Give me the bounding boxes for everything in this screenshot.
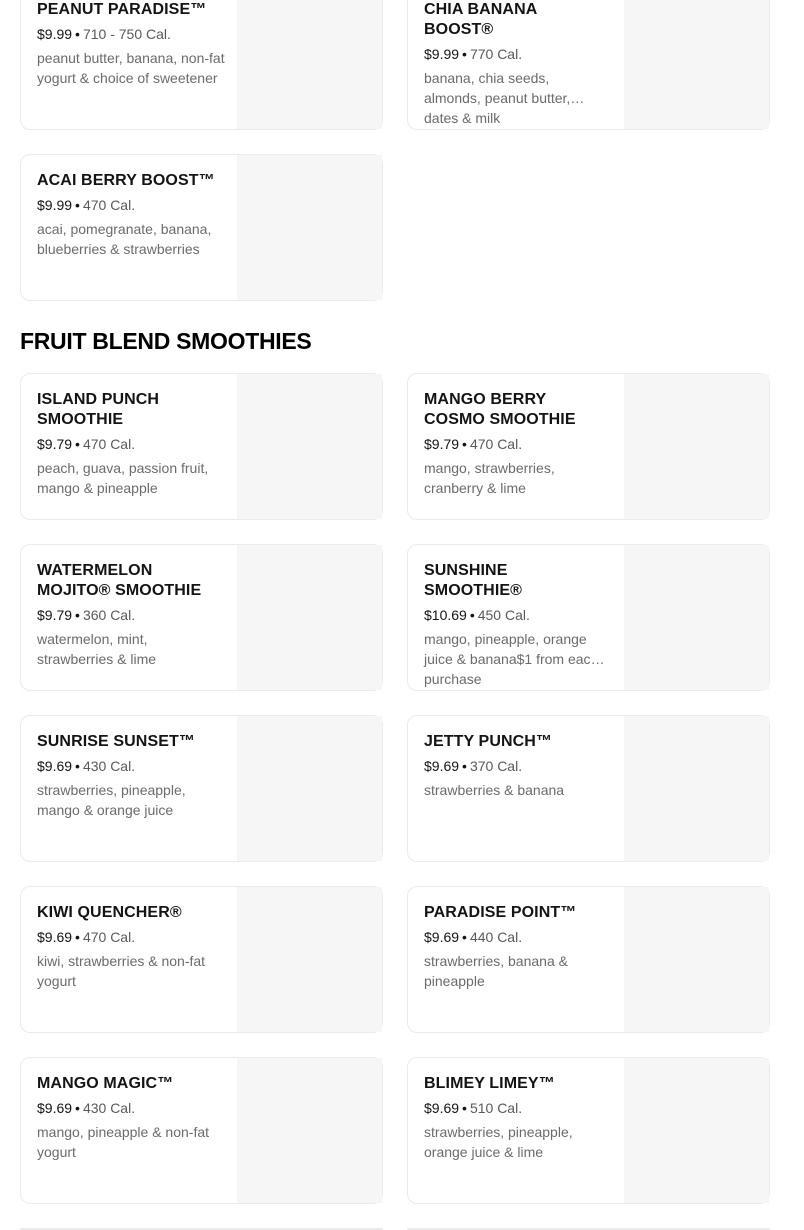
menu-item-info — [37, 390, 227, 498]
menu-item-info — [424, 903, 608, 991]
menu-item-meta — [37, 756, 227, 776]
menu-item-name: WATERMELON MOJITO® SMOOTHIE — [37, 562, 202, 599]
menu-item-name: SUNRISE SUNSET™ — [37, 733, 195, 750]
menu-item-image — [624, 716, 769, 861]
menu-item-description: acai, pomegranate, banana, blueberries & strawberries — [37, 221, 212, 257]
section-title: FRUIT BLEND SMOOTHIES — [20, 328, 312, 354]
menu-item-description: strawberries, pineapple, mango & orange juice — [37, 782, 186, 818]
menu-item-meta — [37, 1098, 227, 1118]
menu-item-description: strawberries & banana — [424, 782, 565, 798]
menu-item-calories: 710 - 750 Cal. — [82, 26, 171, 42]
menu-item-meta — [424, 927, 608, 947]
menu-item-card[interactable] — [20, 373, 383, 520]
menu-item-name: SUNSHINE SMOOTHIE® — [424, 562, 523, 599]
menu-item-card[interactable] — [407, 1057, 770, 1204]
menu-item-price: $9.79 — [37, 607, 73, 623]
menu-item-card[interactable] — [20, 154, 383, 301]
menu-item-card[interactable] — [20, 0, 383, 130]
menu-item-card[interactable] — [20, 715, 383, 862]
menu-item-image — [624, 374, 769, 519]
menu-item-description: mango, strawberries, cranberry & lime — [424, 460, 555, 496]
separator-dot: • — [462, 929, 467, 945]
separator-dot: • — [75, 607, 80, 623]
menu-item-name: PEANUT PARADISE™ — [37, 1, 207, 18]
separator-dot: • — [75, 436, 80, 452]
menu-item-calories: 470 Cal. — [82, 436, 136, 452]
menu-item-price: $9.99 — [37, 197, 73, 213]
menu-item-price: $9.69 — [37, 758, 73, 774]
menu-item-card[interactable] — [20, 544, 383, 691]
menu-item-price: $10.69 — [424, 607, 467, 623]
menu-item-info — [424, 390, 608, 498]
menu-item-description: kiwi, strawberries & non-fat yogurt — [37, 953, 206, 989]
menu-item-name: JETTY PUNCH™ — [424, 733, 553, 750]
menu-item-description: strawberries, pineapple, orange juice & lime — [424, 1124, 573, 1160]
menu-item-info — [424, 1074, 608, 1162]
menu-item-price: $9.69 — [424, 758, 460, 774]
menu-item-meta — [424, 1098, 608, 1118]
separator-dot: • — [462, 436, 467, 452]
menu-item-info — [424, 732, 608, 800]
separator-dot: • — [75, 758, 80, 774]
menu-item-image — [237, 716, 382, 861]
menu-item-price: $9.99 — [37, 26, 73, 42]
menu-item-price: $9.69 — [424, 1100, 460, 1116]
separator-dot: • — [75, 26, 80, 42]
menu-item-image — [237, 155, 382, 300]
menu-item-info — [424, 561, 608, 687]
separator-dot: • — [75, 1100, 80, 1116]
menu-item-info — [37, 171, 227, 259]
menu-item-name: MANGO BERRY COSMO SMOOTHIE — [424, 391, 576, 428]
menu-item-meta — [37, 24, 227, 44]
menu-item-calories: 430 Cal. — [82, 758, 136, 774]
menu-item-description: mango, pineapple & non-fat yogurt — [37, 1124, 210, 1160]
separator-dot: • — [462, 46, 467, 62]
menu-item-calories: 770 Cal. — [469, 46, 523, 62]
menu-item-price: $9.99 — [424, 46, 460, 62]
menu-item-name: CHIA BANANA BOOST® — [424, 1, 537, 38]
menu-item-image — [237, 1058, 382, 1203]
separator-dot: • — [75, 929, 80, 945]
menu-item-info — [37, 561, 227, 669]
menu-item-card[interactable] — [20, 1057, 383, 1204]
separator-dot: • — [75, 197, 80, 213]
menu-item-description: watermelon, mint, strawberries & lime — [37, 631, 157, 667]
menu-item-description: peach, guava, passion fruit, mango & pineapple — [37, 460, 209, 496]
menu-item-calories: 360 Cal. — [82, 607, 136, 623]
menu-item-calories: 450 Cal. — [477, 607, 530, 623]
menu-item-calories: 370 Cal. — [469, 758, 523, 774]
menu-item-image — [624, 887, 769, 1032]
menu-item-name: ACAI BERRY BOOST™ — [37, 172, 215, 189]
menu-item-image — [237, 374, 382, 519]
menu-item-name: PARADISE POINT™ — [424, 904, 577, 921]
menu-item-meta — [424, 605, 608, 625]
menu-item-description: strawberries, banana & pineapple — [424, 953, 568, 989]
menu-item-card[interactable] — [407, 0, 770, 130]
menu-item-meta — [37, 927, 227, 947]
menu-item-description: peanut butter, banana, non-fat yogurt & choice of sweetener — [37, 50, 225, 86]
menu-item-name: BLIMEY LIMEY™ — [424, 1075, 555, 1092]
menu-item-description: mango, pineapple, orange juice & banana$1 from each purchase — [424, 631, 599, 687]
menu-item-calories: 470 Cal. — [82, 929, 136, 945]
menu-item-info — [37, 0, 227, 88]
menu-item-info — [37, 1074, 227, 1162]
menu-item-card[interactable] — [20, 886, 383, 1033]
menu-item-image — [624, 545, 769, 690]
menu-item-price: $9.69 — [37, 929, 73, 945]
menu-item-price: $9.69 — [424, 929, 460, 945]
menu-item-meta — [37, 195, 227, 215]
menu-item-meta — [424, 44, 608, 64]
menu-item-info — [37, 732, 227, 820]
menu-item-calories: 510 Cal. — [469, 1100, 523, 1116]
menu-item-card[interactable] — [407, 886, 770, 1033]
menu-item-price: $9.79 — [37, 436, 73, 452]
menu-item-meta — [37, 434, 227, 454]
menu-item-image — [237, 887, 382, 1032]
menu-item-meta — [424, 434, 608, 454]
menu-item-price: $9.79 — [424, 436, 460, 452]
menu-item-calories: 440 Cal. — [469, 929, 523, 945]
menu-item-calories: 470 Cal. — [82, 197, 136, 213]
menu-item-meta — [424, 756, 608, 776]
separator-dot: • — [462, 1100, 467, 1116]
menu-item-image — [237, 0, 382, 129]
menu-item-image — [624, 1058, 769, 1203]
menu-item-description: banana, chia seeds, almonds, peanut butter, dates & milk — [424, 70, 571, 126]
menu-item-calories: 470 Cal. — [469, 436, 523, 452]
menu-item-meta — [37, 605, 227, 625]
menu-item-image — [237, 545, 382, 690]
menu-item-price: $9.69 — [37, 1100, 73, 1116]
menu-item-card[interactable] — [407, 544, 770, 691]
menu-item-name: KIWI QUENCHER® — [37, 904, 182, 921]
menu-item-info — [424, 0, 608, 126]
menu-item-info — [37, 903, 227, 991]
menu-item-card[interactable] — [407, 715, 770, 862]
menu-item-name: ISLAND PUNCH SMOOTHIE — [37, 391, 160, 428]
separator-dot: • — [469, 607, 475, 623]
menu-item-card[interactable] — [407, 373, 770, 520]
menu-item-image — [624, 0, 769, 129]
separator-dot: • — [462, 758, 467, 774]
menu-item-name: MANGO MAGIC™ — [37, 1075, 174, 1092]
menu-item-calories: 430 Cal. — [82, 1100, 136, 1116]
